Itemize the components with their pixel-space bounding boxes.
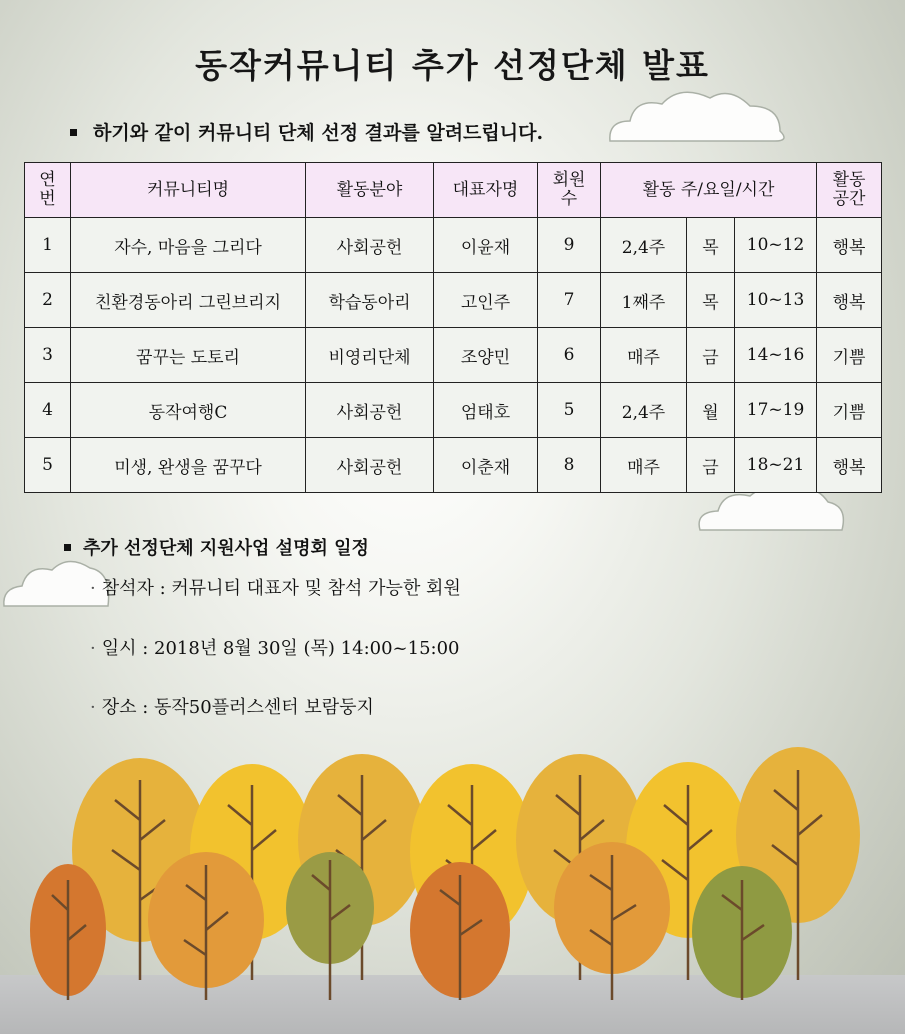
cell-field: 사회공헌 <box>306 438 434 493</box>
cell-members: 5 <box>538 383 601 438</box>
cell-name: 꿈꾸는 도토리 <box>71 328 306 383</box>
cell-rep: 이윤재 <box>434 218 538 273</box>
briefing-item-text: 장소 : 동작50플러스센터 보람둥지 <box>101 697 374 718</box>
cell-rep: 이춘재 <box>434 438 538 493</box>
cell-space: 행복 <box>817 273 882 328</box>
cell-field: 사회공헌 <box>306 383 434 438</box>
table-row <box>25 218 882 273</box>
square-bullet-icon <box>70 129 77 136</box>
dot-bullet-icon: · <box>90 578 96 599</box>
table-row <box>25 438 882 493</box>
header-space: 활동공간 <box>817 163 882 218</box>
autumn-trees-illustration <box>0 740 905 1034</box>
header-no: 연번 <box>25 163 71 218</box>
header-members: 회원수 <box>538 163 601 218</box>
header-schedule: 활동 주/요일/시간 <box>601 163 817 218</box>
header-rep: 대표자명 <box>434 163 538 218</box>
cell-members: 9 <box>538 218 601 273</box>
cell-time: 18~21 <box>735 438 817 493</box>
cell-time: 17~19 <box>735 383 817 438</box>
dot-bullet-icon: · <box>90 638 96 659</box>
table-row <box>25 383 882 438</box>
cell-time: 14~16 <box>735 328 817 383</box>
cell-day: 금 <box>687 328 735 383</box>
cell-members: 8 <box>538 438 601 493</box>
briefing-heading <box>64 534 369 560</box>
cell-space: 행복 <box>817 218 882 273</box>
cell-rep: 엄태호 <box>434 383 538 438</box>
cell-field: 사회공헌 <box>306 218 434 273</box>
cell-week: 매주 <box>601 328 687 383</box>
cell-space: 기쁨 <box>817 383 882 438</box>
briefing-item-text: 일시 : 2018년 8월 30일 (목) 14:00~15:00 <box>101 638 460 659</box>
cell-name: 미생, 완생을 꿈꾸다 <box>71 438 306 493</box>
cell-time: 10~12 <box>735 218 817 273</box>
cell-space: 기쁨 <box>817 328 882 383</box>
cell-week: 2,4주 <box>601 218 687 273</box>
cell-name: 동작여행C <box>71 383 306 438</box>
cell-day: 목 <box>687 273 735 328</box>
page-title: 동작커뮤니티 추가 선정단체 발표 <box>195 46 710 86</box>
briefing-item-place <box>90 693 374 719</box>
cell-name: 친환경동아리 그린브리지 <box>71 273 306 328</box>
table-header-row <box>25 163 882 218</box>
cell-day: 목 <box>687 218 735 273</box>
cell-no: 4 <box>25 383 71 438</box>
cell-rep: 조양민 <box>434 328 538 383</box>
cell-field: 비영리단체 <box>306 328 434 383</box>
cell-time: 10~13 <box>735 273 817 328</box>
cell-field: 학습동아리 <box>306 273 434 328</box>
cell-no: 5 <box>25 438 71 493</box>
cell-members: 6 <box>538 328 601 383</box>
briefing-item-text: 참석자 : 커뮤니티 대표자 및 참석 가능한 회원 <box>101 578 461 599</box>
header-field: 활동분야 <box>306 163 434 218</box>
cell-no: 2 <box>25 273 71 328</box>
cell-rep: 고인주 <box>434 273 538 328</box>
briefing-item-attendees <box>90 574 461 600</box>
cell-week: 1째주 <box>601 273 687 328</box>
intro-text: 하기와 같이 커뮤니티 단체 선정 결과를 알려드립니다. <box>93 122 544 144</box>
cell-name: 자수, 마음을 그리다 <box>71 218 306 273</box>
cell-members: 7 <box>538 273 601 328</box>
table-row <box>25 328 882 383</box>
selection-table <box>24 162 882 493</box>
header-name: 커뮤니티명 <box>71 163 306 218</box>
cell-no: 1 <box>25 218 71 273</box>
intro-line <box>70 118 543 145</box>
cloud-top-right <box>600 86 790 146</box>
cell-no: 3 <box>25 328 71 383</box>
square-bullet-icon <box>64 544 71 551</box>
table-row <box>25 273 882 328</box>
briefing-heading-text: 추가 선정단체 지원사업 설명회 일정 <box>83 538 369 559</box>
cell-week: 2,4주 <box>601 383 687 438</box>
cell-day: 월 <box>687 383 735 438</box>
cell-space: 행복 <box>817 438 882 493</box>
dot-bullet-icon: · <box>90 697 96 718</box>
cell-week: 매주 <box>601 438 687 493</box>
cell-day: 금 <box>687 438 735 493</box>
briefing-item-datetime <box>90 634 460 660</box>
